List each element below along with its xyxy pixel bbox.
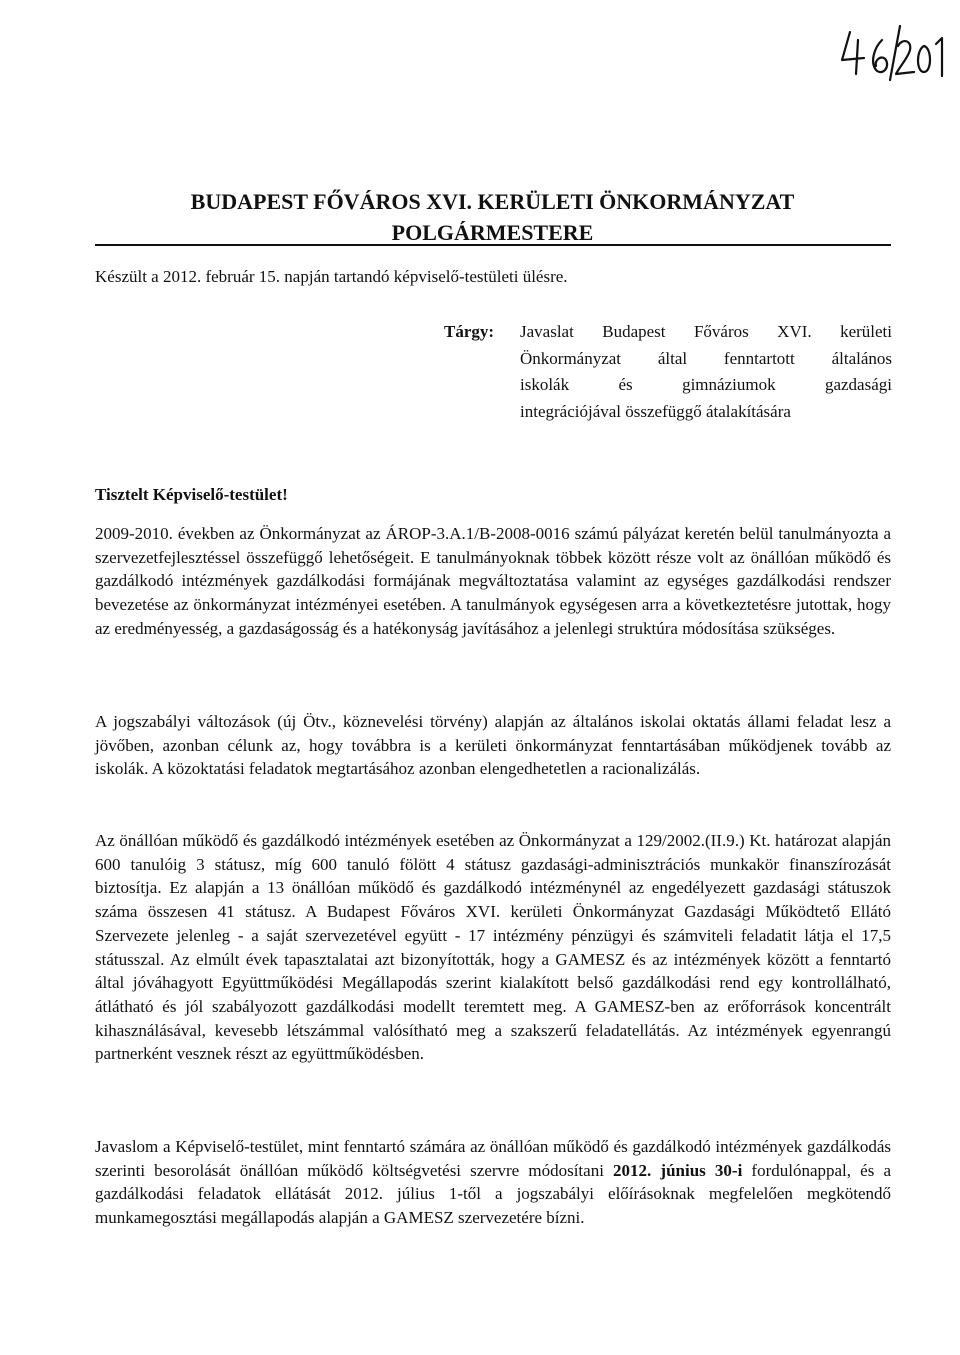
header-divider [95, 244, 891, 246]
subject-line: integrációjával összefüggő átalakítására [520, 401, 791, 421]
subject-label: Tárgy: [444, 322, 495, 341]
paragraph-3: Az önállóan működő és gazdálkodó intézmények esetében az Önkormányzat a 129/2002.(II.9.) Kt. határozat alapján 600 tanulóig 3 státusz, míg 600 tanuló fölött 4 státusz gazdasági-adminisztrációs munkakör finanszírozását biztosítja. Ez alapján a 13 önállóan működő és gazdálkodó intézménynél az engedélyezett gazdasági státuszok száma összesen 41 státusz. A Budapest Főváros XVI. kerületi Önkormányzat Gazdasági Működtető Ellátó Szervezete jelenleg - a saját szervezetével együtt - 17 intézmény pénzügyi és számviteli feladatit látja el 17,5 státusszal. Az elmúlt évek tapasztalatai azt bizonyították, hogy a GAMESZ és az intézmények között a fenntartó által jóváhagyott Együttműködési Megállapodás szerint kialakított belső gazdálkodási rend egy kontrollálható, átlátható és jól szabályozott gazdálkodási modellt teremtett meg. A GAMESZ-ben az erőforrások koncentrált kihasználásával, kevesebb létszámmal valósítható meg a szakszerű feladatellátás. Az intézmények egyenrangú partnerként vesznek részt az együttműködésben. [95, 831, 891, 1064]
prepared-for-text: Készült a 2012. február 15. napján tartandó képviselő-testületi ülésre. [95, 267, 568, 286]
salutation: Tisztelt Képviselő-testület! [95, 485, 288, 504]
paragraph-4-text: Javaslom a Képviselő-testület, mint fenntartó számára az önállóan működő és gazdálkodó intézmények gazdálkodás szerinti besorolását önállóan működő költségvetési szervre módosítani [95, 1137, 891, 1180]
paragraph-1: 2009-2010. években az Önkormányzat az ÁROP-3.A.1/B-2008-0016 számú pályázat keretén belül tanulmányozta a szervezetfejlesztéssel összefüggő lehetőségeit. E tanulmányoknak többek között része volt az önállóan működő és gazdálkodó intézmények gazdálkodási formájának megváltoztatása valamint az egységes gazdálkodási rendszer bevezetése az önkormányzat intézményei esetében. A tanulmányok egységesen arra a következtetésre jutottak, hogy az eredményesség, a gazdaságosság és a hatékonyság javításához a jelenlegi struktúra módosítása szükséges. [95, 524, 891, 638]
handwritten-number [838, 22, 948, 82]
subject-line: Önkormányzat által fenntartott általános [520, 348, 892, 368]
paragraph-2: A jogszabályi változások (új Ötv., köznevelési törvény) alapján az általános iskolai oktatás állami feladat lesz a jövőben, azonban célunk az, hogy továbbra is a kerületi önkormányzat fenntartásában működjenek tovább az iskolák. A közoktatási feladatok megtartásához azonban elengedhetetlen a racionalizálás. [95, 712, 891, 779]
header-line-1: BUDAPEST FŐVÁROS XVI. KERÜLETI ÖNKORMÁNYZAT [190, 189, 795, 214]
paragraph-4-text-end: fordulónappal, és a gazdálkodási feladatok ellátását 2012. július 1-től a jogszabályi előírásoknak megfelelően megkötendő munkamegosztási megállapodás alapján a GAMESZ szervezetére bízni. [95, 1160, 891, 1228]
paragraph-4-date: 2012. június 30-i [613, 1160, 743, 1180]
subject-line: Javaslat Budapest Főváros XVI. kerületi [520, 322, 892, 341]
subject-line: iskolák és gimnáziumok gazdasági [520, 375, 892, 395]
subject-text [520, 319, 892, 425]
header-line-2: POLGÁRMESTERE [391, 220, 594, 245]
paragraph-4 [95, 1135, 891, 1230]
